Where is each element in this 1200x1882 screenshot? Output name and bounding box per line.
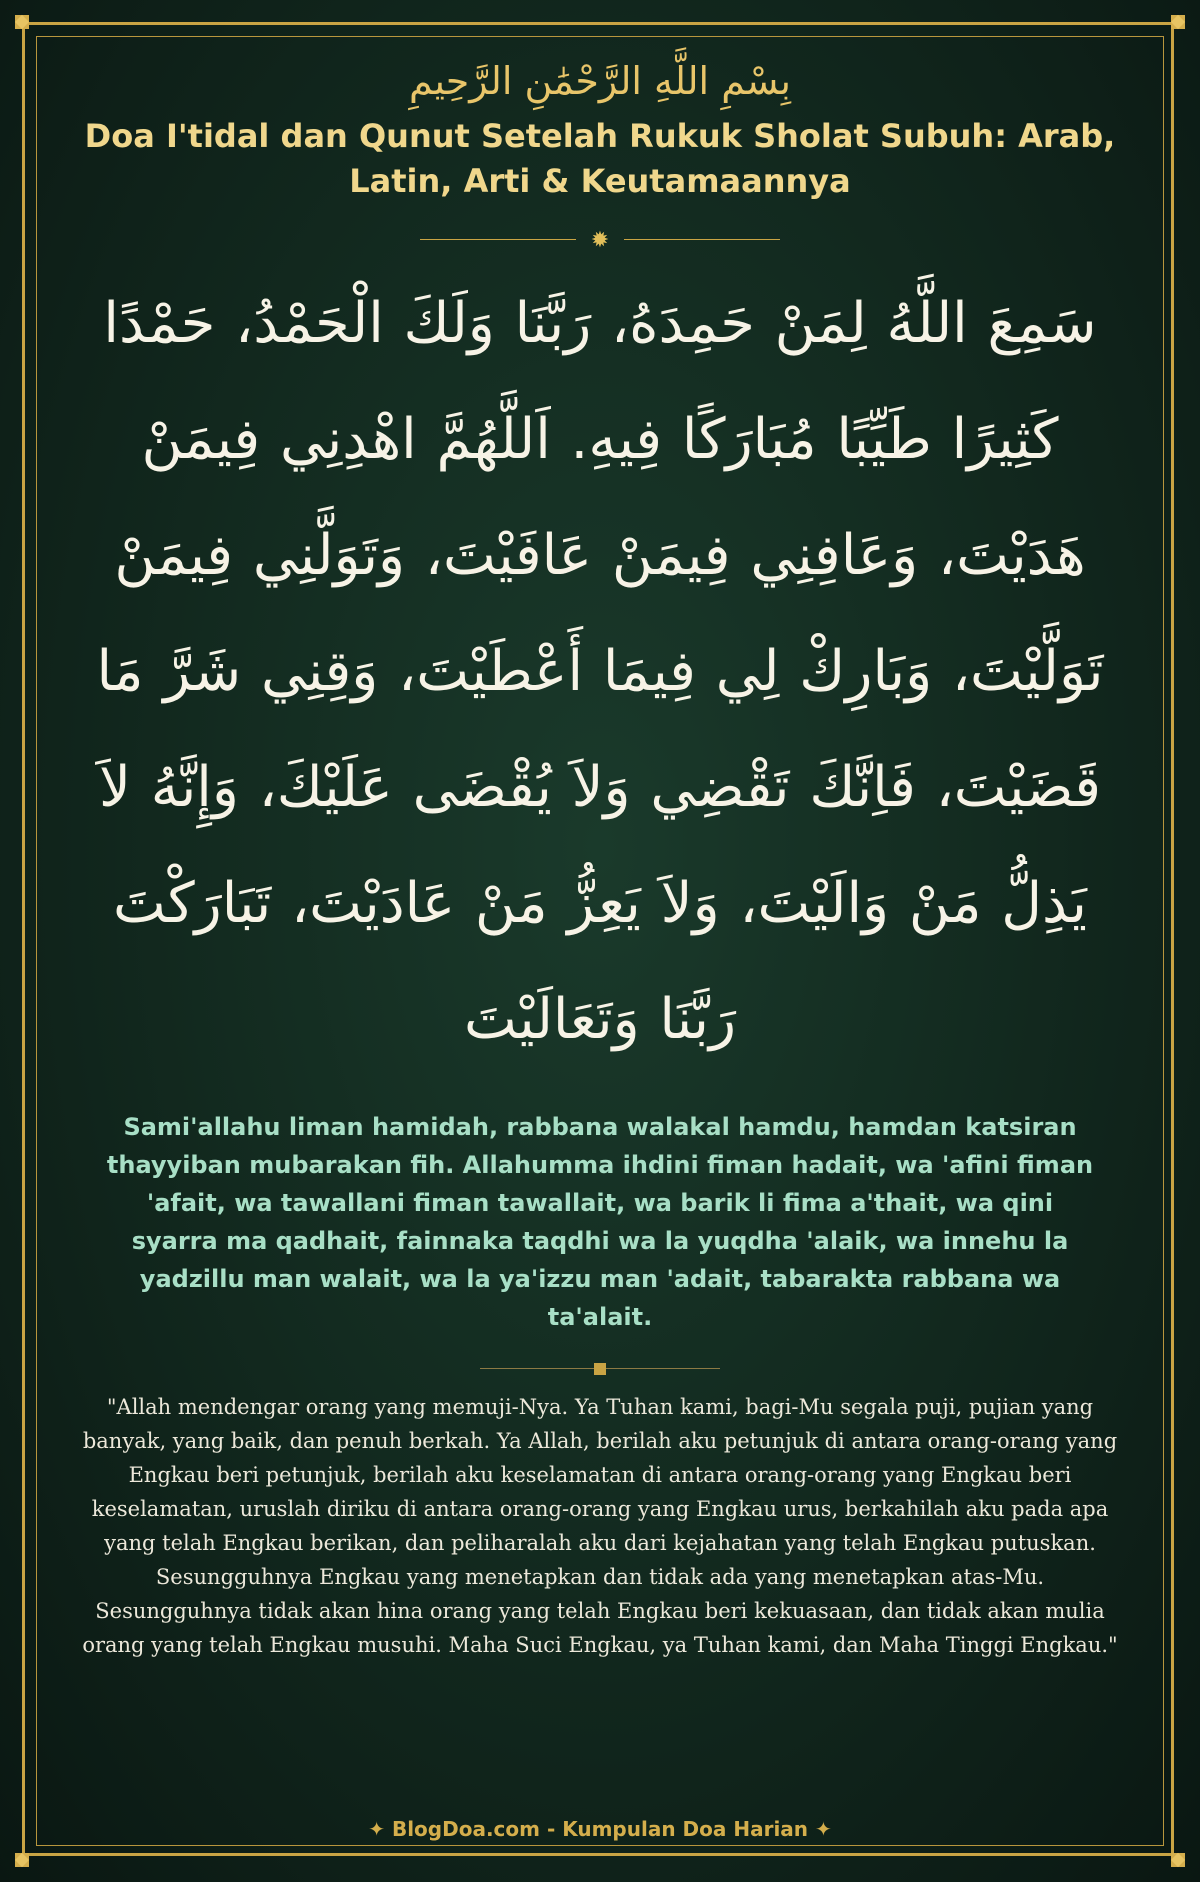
latin-transliteration: Sami'allahu liman hamidah, rabbana walakal hamdu, hamdan katsiran thayyiban mubarakan fih. Allahumma ihdini fiman hadait, wa 'afini fiman 'afait, wa tawallani fiman tawallait, wa barik li fima a'thait, wa qini syarra ma qadhait, fainnaka taqdhi wa la yuqdha 'alaik, wa innehu la yadzillu man walait, wa la ya'izzu man 'adait, tabarakta rabbana wa ta'alait.	[106, 1113, 1094, 1331]
bismillah-heading: بِسْمِ اللَّهِ الرَّحْمَٰنِ الرَّحِيمِ	[409, 59, 791, 103]
corner-ornament-top-left	[15, 15, 29, 29]
ornamental-divider	[420, 228, 780, 252]
corner-ornament-bottom-left	[15, 1853, 29, 1867]
corner-ornament-top-right	[1171, 15, 1185, 29]
footer-credit: ✦ BlogDoa.com - Kumpulan Doa Harian ✦	[368, 1817, 832, 1841]
corner-ornament-bottom-right	[1171, 1853, 1185, 1867]
section-divider	[480, 1362, 720, 1376]
main-content	[80, 56, 1120, 1662]
star-ornament-icon: ✹	[590, 228, 610, 253]
divider-line-left	[420, 239, 576, 240]
diamond-ornament-icon	[594, 1363, 606, 1375]
page-title: Doa I'tidal dan Qunut Setelah Rukuk Sholat Subuh: Arab, Latin, Arti & Keutamaannya	[84, 117, 1116, 200]
indonesian-translation: "Allah mendengar orang yang memuji-Nya. Ya Tuhan kami, bagi-Mu segala puji, pujian yang banyak, yang baik, dan penuh berkah. Ya Allah, berilah aku petunjuk di antara orang-orang yang Engkau beri petunjuk, berilah aku keselamatan di antara orang-orang yang Engkau beri keselamatan, uruslah diriku di antara orang-orang yang Engkau urus, berkahilah aku pada apa yang telah Engkau berikan, dan peliharalah aku dari kejahatan yang telah Engkau putuskan. Sesungguhnya Engkau yang menetapkan dan tidak ada yang menetapkan atas-Mu. Sesungguhnya tidak akan hina orang yang telah Engkau beri kekuasaan, dan tidak akan mulia orang yang telah Engkau musuhi. Maha Suci Engkau, ya Tuhan kami, dan Maha Tinggi Engkau."	[82, 1395, 1118, 1657]
divider-line-right	[624, 239, 780, 240]
arabic-prayer-text: سَمِعَ اللَّهُ لِمَنْ حَمِدَهُ، رَبَّنَا وَلَكَ الْحَمْدُ، حَمْدًا كَثِيرًا طَيِّبًا مُبَارَكًا فِيهِ. اَللَّهُمَّ اهْدِنِي فِيمَنْ هَدَيْتَ، وَعَافِنِي فِيمَنْ عَافَيْتَ، وَتَوَلَّنِي فِيمَنْ تَوَلَّيْتَ، وَبَارِكْ لِي فِيمَا أَعْطَيْتَ، وَقِنِي شَرَّ مَا قَضَيْتَ، فَاِنَّكَ تَقْضِي وَلاَ يُقْضَى عَلَيْكَ، وَإِنَّهُ لاَ يَذِلُّ مَنْ وَالَيْتَ، وَلاَ يَعِزُّ مَنْ عَادَيْتَ، تَبَارَكْتَ رَبَّنَا وَتَعَالَيْتَ	[96, 291, 1104, 1052]
